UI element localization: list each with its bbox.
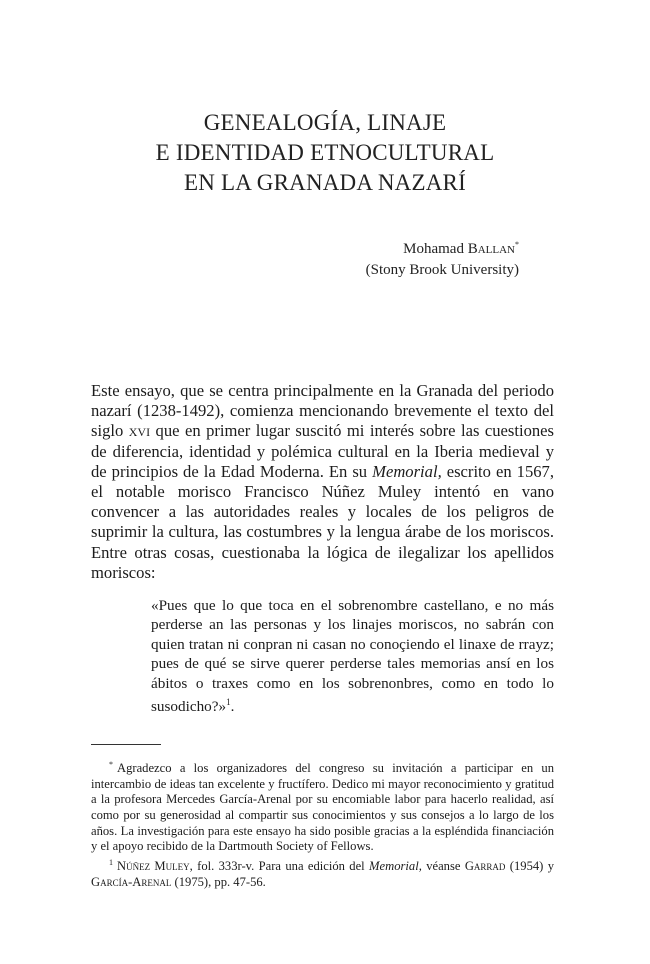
quote-text: «Pues que lo que toca en el sobrenombre castellano, e no más perderse an las personas y los linajes moriscos, no sabrán con quien tratan ni conpran ni casan no conoçiendo el linaxe de rrayz; pues de qué se sirve querer perderse tales memorias ansí en los ábitos o traxes como en los sobrenonbres, como en todo lo susodicho?» bbox=[151, 597, 554, 716]
block-quote bbox=[151, 596, 554, 717]
quote-footnote-ref: 1 bbox=[226, 697, 231, 708]
footnote-1-mark: 1 bbox=[109, 857, 113, 867]
author-last-name: Ballan bbox=[467, 241, 515, 257]
footnote-1-ref-2: García-Arenal bbox=[91, 874, 172, 889]
century-numeral: xvi bbox=[128, 421, 151, 441]
author-footnote-mark: * bbox=[515, 240, 519, 249]
author-affiliation: (Stony Brook University) bbox=[365, 262, 519, 278]
footnote-1-part-2: véanse bbox=[421, 858, 465, 873]
work-title: Memorial, bbox=[372, 461, 442, 481]
footnote-1-part-3: (1954) y bbox=[505, 858, 555, 873]
body-paragraph bbox=[91, 381, 554, 583]
footnote-1-part-4: (1975), pp. 47-56. bbox=[171, 874, 266, 889]
title-line-2: E IDENTIDAD ETNOCULTURAL bbox=[155, 140, 495, 165]
body-text-part-1: Este ensayo, que se centra principalmente en la Granada del periodo nazarí (1238-1492), comienza mencionando brevemente el texto del siglo bbox=[91, 381, 554, 441]
author-name bbox=[366, 234, 519, 260]
title-line-1: GENEALOGÍA, LINAJE bbox=[203, 110, 447, 135]
title-line-3: EN LA GRANADA NAZARÍ bbox=[184, 170, 466, 195]
footnote-1-author: Núñez Muley bbox=[117, 858, 190, 873]
article-title bbox=[0, 108, 650, 198]
footnote-star-text: Agradezco a los organizadores del congreso su invitación a participar en un intercambio de ideas tan excelente y fructífero. Dedico mi mayor reconocimiento y gratitud a la profesora Mercedes García-Arenal por su encomiable labor para hacerlo realidad, así como por su generosidad al compartir sus conocimientos y sus consejos a lo largo de los años. La investigación para este ensayo ha sido posible gracias a la espléndida financiación y el apoyo recibido de la Dartmouth Society of Fellows. bbox=[91, 761, 554, 854]
body-text-part-3: escrito en 1567, el notable morisco Francisco Núñez Muley intentó en vano convencer a las autoridades reales y locales de los peligros de suprimir la cultura, las costumbres y la lengua árabe de los moriscos. Entre otras cosas, cuestionaba la lógica de ilegalizar los apellidos moriscos: bbox=[91, 461, 554, 582]
footnote-star-mark: * bbox=[109, 760, 113, 769]
footnote-1 bbox=[91, 855, 554, 890]
footnote-1-part-1: , fol. 333r-v. Para una edición del bbox=[189, 858, 370, 873]
quote-end: . bbox=[230, 698, 235, 716]
footnote-star bbox=[91, 757, 554, 855]
footnote-1-work: Memorial, bbox=[369, 858, 422, 873]
footnote-separator bbox=[91, 744, 161, 745]
footnotes bbox=[91, 757, 554, 890]
author-first-name: Mohamad bbox=[403, 241, 464, 257]
body-text-part-2: que en primer lugar suscitó mi interés sobre las cuestiones de diferencia, identidad y polémica cultural en la Iberia medieval y de principios de la Edad Moderna. En su bbox=[91, 421, 555, 481]
author-block bbox=[366, 234, 519, 281]
footnote-1-ref-1: Garrad bbox=[464, 858, 506, 873]
